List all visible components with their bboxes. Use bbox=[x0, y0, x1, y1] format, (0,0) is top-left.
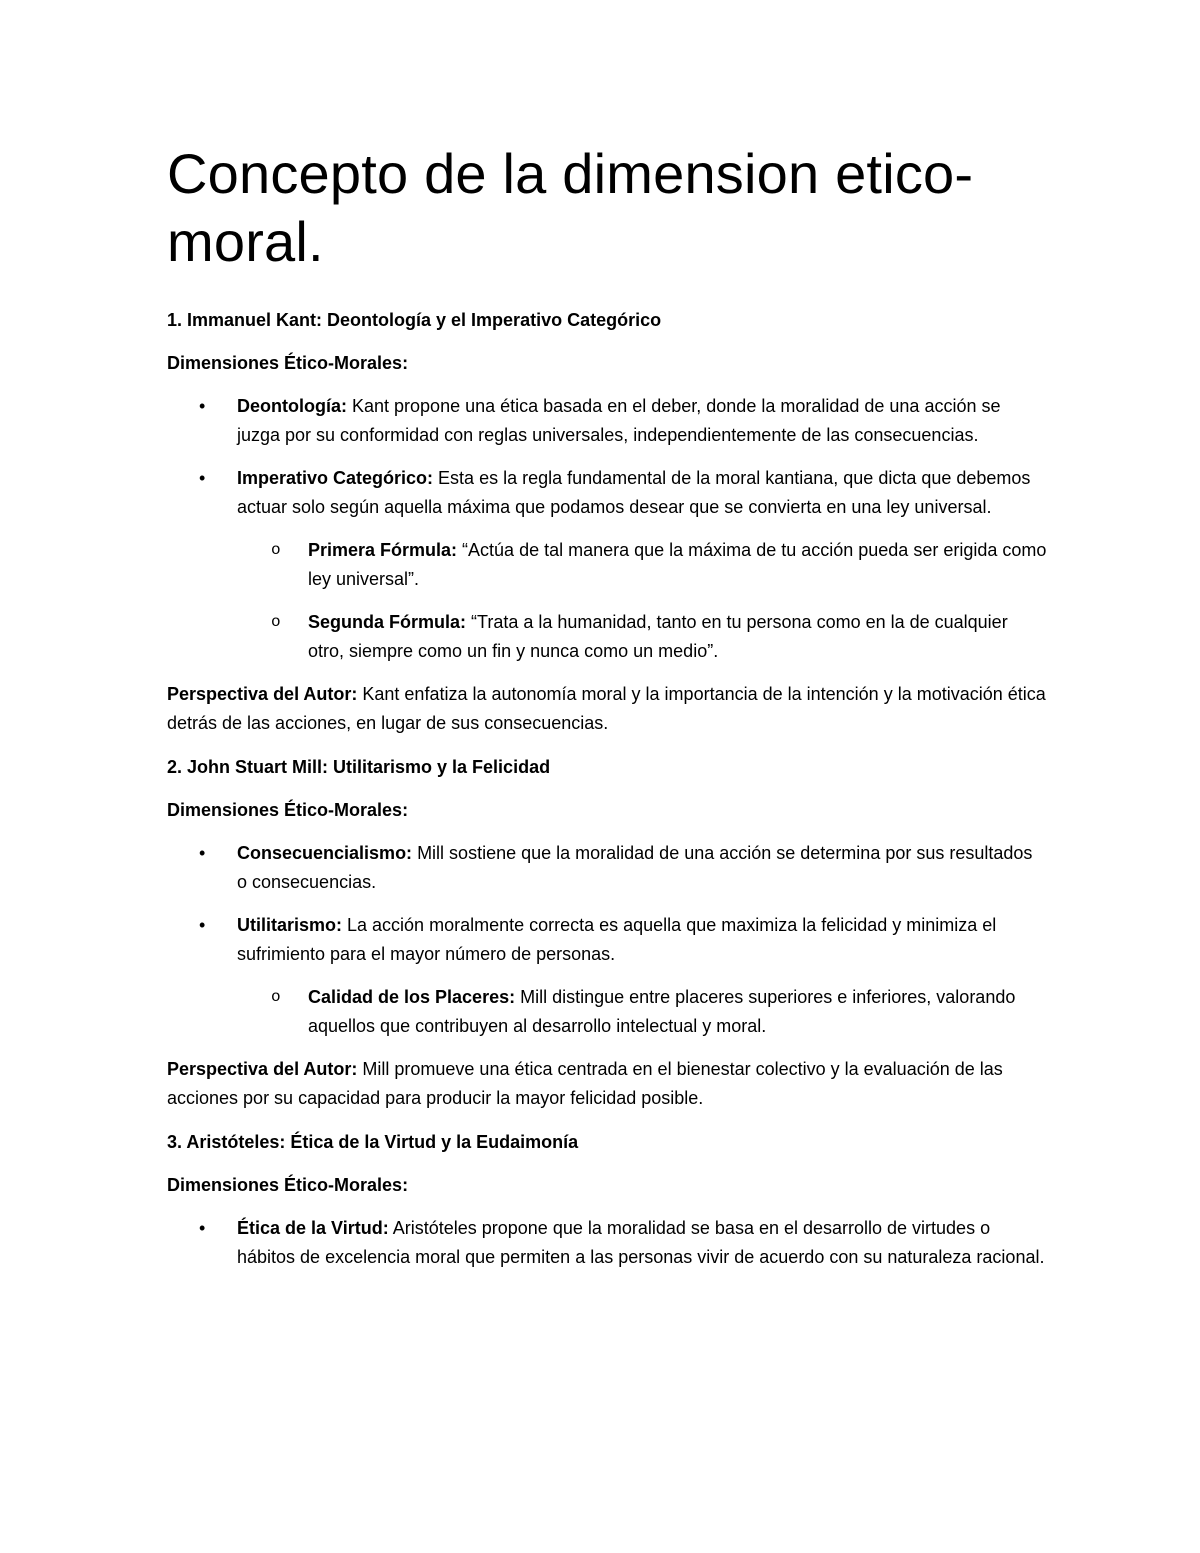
author-perspective bbox=[167, 1055, 1047, 1113]
circle-bullet-icon: o bbox=[271, 988, 281, 1006]
document-title: Concepto de la dimension etico-moral. bbox=[167, 142, 974, 273]
sub-bullet-term: Primera Fórmula: bbox=[308, 540, 458, 560]
section-heading: 1. Immanuel Kant: Deontología y el Imperativo Categórico bbox=[167, 310, 662, 330]
bullet-icon: • bbox=[199, 1218, 206, 1238]
bullet-term: Ética de la Virtud: bbox=[237, 1218, 389, 1238]
sub-bullet-list bbox=[167, 536, 1047, 666]
section-mill bbox=[167, 753, 1047, 1113]
circle-bullet-icon: o bbox=[271, 541, 281, 559]
sub-bullet-text: “Actúa de tal manera que la máxima de tu acción pueda ser erigida como ley universal”. bbox=[308, 540, 1047, 589]
section-heading: 3. Aristóteles: Ética de la Virtud y la Eudaimonía bbox=[167, 1132, 579, 1152]
list-item bbox=[167, 911, 1047, 969]
section-aristoteles bbox=[167, 1128, 1047, 1272]
section-kant bbox=[167, 306, 1047, 738]
bullet-term: Consecuencialismo: bbox=[237, 843, 413, 863]
sub-list-item bbox=[167, 536, 1047, 594]
sub-list-item bbox=[167, 983, 1047, 1041]
bullet-list bbox=[167, 839, 1047, 969]
sub-list-item bbox=[167, 608, 1047, 666]
perspective-term: Perspectiva del Autor: bbox=[167, 1059, 358, 1079]
bullet-icon: • bbox=[199, 843, 206, 863]
perspective-text: Kant enfatiza la autonomía moral y la importancia de la intención y la motivación ética detrás de las acciones, en lugar de sus consecuencias. bbox=[167, 684, 1046, 733]
bullet-icon: • bbox=[199, 468, 206, 488]
dimensions-label: Dimensiones Ético-Morales: bbox=[167, 800, 409, 820]
sub-bullet-text: “Trata a la humanidad, tanto en tu persona como en la de cualquier otro, siempre como un fin y nunca como un medio”. bbox=[308, 612, 1008, 661]
sub-bullet-term: Calidad de los Placeres: bbox=[308, 987, 516, 1007]
bullet-icon: • bbox=[199, 915, 206, 935]
bullet-term: Utilitarismo: bbox=[237, 915, 343, 935]
sub-bullet-term: Segunda Fórmula: bbox=[308, 612, 467, 632]
list-item bbox=[167, 1214, 1047, 1272]
dimensions-label: Dimensiones Ético-Morales: bbox=[167, 353, 409, 373]
bullet-text: Mill sostiene que la moralidad de una acción se determina por sus resultados o consecuencias. bbox=[237, 843, 1033, 892]
list-item bbox=[167, 392, 1047, 450]
sub-bullet-text: Mill distingue entre placeres superiores e inferiores, valorando aquellos que contribuyen al desarrollo intelectual y moral. bbox=[308, 987, 1016, 1036]
perspective-text: Mill promueve una ética centrada en el bienestar colectivo y la evaluación de las acciones por su capacidad para producir la mayor felicidad posible. bbox=[167, 1059, 1003, 1108]
bullet-list bbox=[167, 1214, 1047, 1272]
bullet-term: Imperativo Categórico: bbox=[237, 468, 434, 488]
bullet-text: Kant propone una ética basada en el deber, donde la moralidad de una acción se juzga por su conformidad con reglas universales, independientemente de las consecuencias. bbox=[237, 396, 1001, 445]
bullet-icon: • bbox=[199, 396, 206, 416]
list-item bbox=[167, 464, 1047, 522]
bullet-term: Deontología: bbox=[237, 396, 347, 416]
dimensions-label: Dimensiones Ético-Morales: bbox=[167, 1175, 409, 1195]
section-heading: 2. John Stuart Mill: Utilitarismo y la Felicidad bbox=[167, 757, 551, 777]
list-item bbox=[167, 839, 1047, 897]
bullet-text: Aristóteles propone que la moralidad se basa en el desarrollo de virtudes o hábitos de excelencia moral que permiten a las personas vivir de acuerdo con su naturaleza racional. bbox=[237, 1218, 1045, 1267]
author-perspective bbox=[167, 680, 1047, 738]
bullet-list bbox=[167, 392, 1047, 522]
perspective-term: Perspectiva del Autor: bbox=[167, 684, 358, 704]
bullet-text: Esta es la regla fundamental de la moral kantiana, que dicta que debemos actuar solo según aquella máxima que podamos desear que se convierta en una ley universal. bbox=[237, 468, 1031, 517]
bullet-text: La acción moralmente correcta es aquella que maximiza la felicidad y minimiza el sufrimiento para el mayor número de personas. bbox=[237, 915, 997, 964]
document-page bbox=[167, 140, 1047, 1286]
circle-bullet-icon: o bbox=[271, 613, 281, 631]
sub-bullet-list bbox=[167, 983, 1047, 1041]
